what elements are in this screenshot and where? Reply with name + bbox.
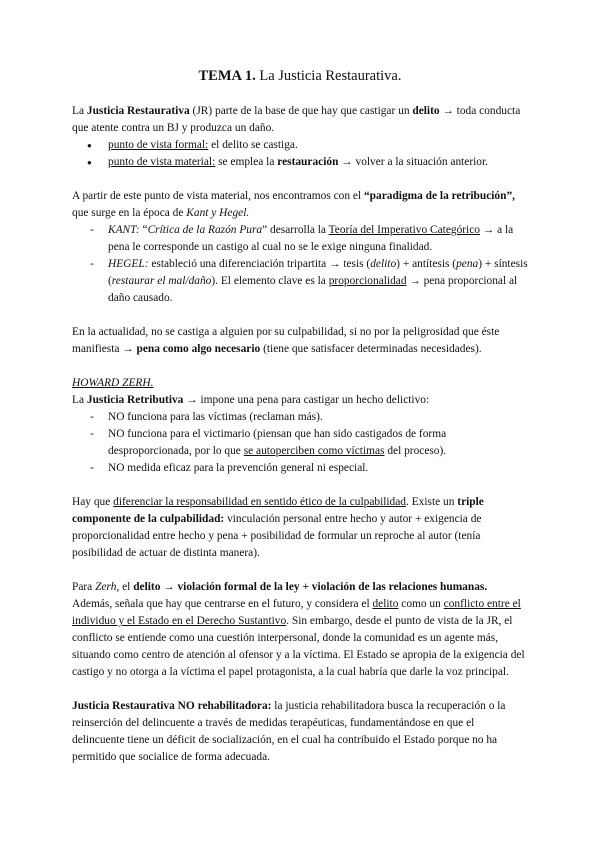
intro-bullet-list (72, 137, 528, 171)
retribution-text: A partir de este punto de vista material, nos encontramos con el “paradigma de la retribución”, que surge en la época de Kant y Hegel. (72, 190, 516, 219)
intro-paragraph (72, 103, 528, 171)
page-title: TEMA 1. La Justicia Restaurativa. (198, 68, 402, 84)
list-item-kant: - KANT: “Crítica de la Razón Pura” desarrolla la Teoría del Imperativo Categórico → a la pena le corresponde un castigo al cual no se le exige ninguna finalidad. (108, 222, 528, 256)
philosophers-list (72, 222, 528, 307)
list-item-hegel: - HEGEL: estableció una diferenciación tripartita → tesis (delito) + antítesis (pena) + síntesis (restaurar el mal/daño). El elemento clave es la proporcionalidad → pena proporcional al daño causado. (108, 256, 528, 307)
list-item: - NO medida eficaz para la prevención general ni especial. (108, 460, 528, 477)
list-item: - NO funciona para el victimario (piensan que han sido castigados de forma desproporcionada, por lo que se autoperciben como víctimas del proceso). (108, 426, 528, 460)
list-item: ● punto de vista material: se emplea la restauración → volver a la situación anterior. (108, 154, 528, 171)
retribution-paragraph (72, 188, 528, 307)
intro-text: La Justicia Restaurativa (JR) parte de la base de que hay que castigar un delito → toda conducta que atente contra un BJ y produzca un daño. (72, 105, 521, 134)
list-item: - NO funciona para las víctimas (reclaman más). (108, 409, 528, 426)
section-heading-zerh: HOWARD ZERH. (72, 377, 154, 389)
document-page (72, 68, 528, 783)
retributive-justice-section (72, 392, 528, 477)
retributive-list (72, 409, 528, 477)
culpability-paragraph: Hay que diferenciar la responsabilidad en sentido ético de la culpabilidad. Existe un triple componente de la culpabilidad: vinculación personal entre hecho y autor + exigencia de proporcionalidad entre hecho y pena + posibilidad de formular un reproche al autor (tenía posibilidad de actuar de distinta manera). (72, 496, 484, 559)
rehabilitative-paragraph: Justicia Restaurativa NO rehabilitadora: la justicia rehabilitadora busca la recuperación o la reinserción del delincuente a través de medidas terapéuticas, fundamentándose en que el delincuente tiene un déficit de socialización, en el cual ha contribuido el Estado porque no ha permitido que socialice de forma adecuada. (72, 700, 506, 763)
zerh-paragraph: Para Zerh, el delito → violación formal de la ley + violación de las relaciones humanas. Además, señala que hay que centrarse en el futuro, y considera el delito como un conflicto entre el individuo y el Estado en el Derecho Sustantivo. Sin embargo, desde el punto de vista de la JR, el conflicto se entiende como una cuestión interpersonal, donde la comunidad es un agente más, situando como centro de atención al ofensor y a la víctima. El Estado se apropia de la exigencia del castigo y no otorga a la víctima el papel protagonista, a la cual habría que darle la voz principal. (72, 581, 525, 678)
list-item: ● punto de vista formal: el delito se castiga. (108, 137, 528, 154)
current-situation-paragraph: En la actualidad, no se castiga a alguien por su culpabilidad, si no por la peligrosidad que éste manifiesta → pena como algo necesario (tiene que satisfacer determinadas necesidades). (72, 326, 500, 355)
retributive-text: La Justicia Retributiva → impone una pena para castigar un hecho delictivo: (72, 394, 430, 406)
